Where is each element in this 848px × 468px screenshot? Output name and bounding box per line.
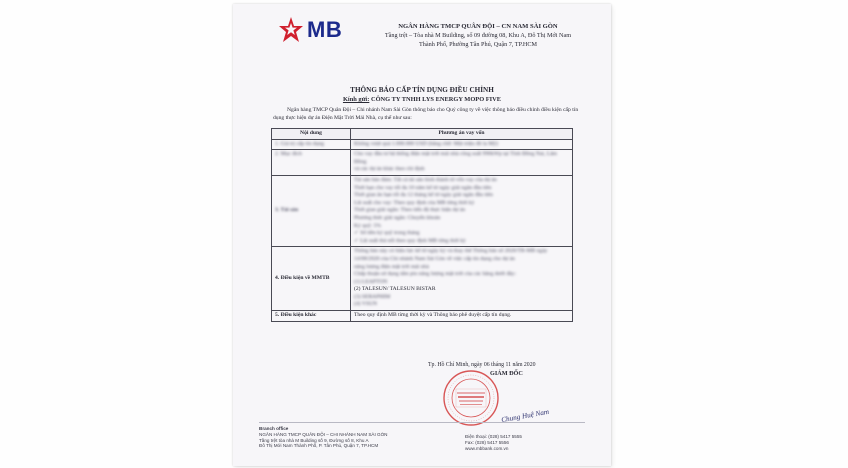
brand-item: (1) LEAPTON bbox=[354, 278, 388, 285]
row-label: 5. Điều kiện khác bbox=[272, 311, 351, 322]
bank-address-line1: Tầng trệt – Tòa nhà M Building, số 09 đường 08, Khu A, Đô Thị Mới Nam bbox=[384, 32, 572, 39]
content-line: Phương thức giải ngân: Chuyển khoản bbox=[354, 214, 441, 221]
content-line: Không vượt quá 1.000.000 USD (bằng chữ: Một triệu đô la Mỹ) bbox=[354, 140, 499, 147]
table-row bbox=[272, 150, 573, 176]
row-content bbox=[351, 150, 573, 176]
brand-item: (3) SERAPHIM bbox=[354, 293, 391, 300]
logo-text: MB bbox=[307, 17, 343, 42]
row-label: 1. Giá trị cấp tín dụng bbox=[272, 139, 351, 150]
footer-contacts bbox=[465, 434, 522, 451]
row-content bbox=[351, 247, 573, 311]
content-line: Lãi suất cho vay: Theo quy định của MB từng thời kỳ bbox=[354, 199, 475, 206]
table-row bbox=[272, 247, 573, 311]
terms-table bbox=[271, 128, 573, 322]
content-line: ✓ Số tiền ký quỹ trong tháng bbox=[354, 230, 420, 237]
content-line: 14/08/2020 của Chi nhánh Nam Sài Gòn về việc cấp tín dụng cho dự án bbox=[354, 255, 515, 262]
page-footer bbox=[259, 426, 589, 449]
bank-name: NGÂN HÀNG TMCP QUÂN ĐỘI – CN NAM SÀI GÒN bbox=[398, 23, 558, 30]
brand-item: (4) VSUN bbox=[354, 301, 378, 308]
signer-name: Chung Huệ Nam bbox=[500, 407, 550, 425]
row-label: 4. Điều kiện về MMTB bbox=[272, 247, 351, 311]
footer-label: Branch office bbox=[259, 426, 289, 431]
footer-web: www.mbbank.com.vn bbox=[465, 445, 509, 451]
table-header-row bbox=[272, 129, 573, 140]
row-label: 3. Tài sản bbox=[272, 175, 351, 246]
footer-divider bbox=[259, 422, 585, 423]
intro-paragraph: Ngân hàng TMCP Quân Đội – Chi nhánh Nam Sài Gòn thông báo cho Quý công ty về việc thông báo điều chỉnh điều kiện cấp tín dụng thực hiện dự án Điện Mặt Trời Mái Nhà, cụ thể như sau: bbox=[273, 107, 579, 121]
content-line: và các dự án khác theo chỉ định bbox=[354, 166, 425, 173]
footer-phone: Điện thoại: (028) 5417 5555 bbox=[465, 434, 522, 439]
footer-line: NGÂN HÀNG TMCP QUÂN ĐỘI – CHI NHÁNH NAM SÀI GÒN bbox=[259, 431, 388, 437]
content-line: ✓ Lãi suất thả nổi theo quy định MB từng thời kỳ bbox=[354, 237, 466, 244]
document-page bbox=[233, 4, 611, 466]
brand-item: (2) TALESUN/ TALESUN BISTAR bbox=[354, 286, 436, 293]
content-line: Chấp thuận sử dụng tấm pin năng lượng mặt trời của các hãng dưới đây: bbox=[354, 271, 517, 278]
table-row bbox=[272, 175, 573, 246]
content-line: Cho vay đầu tư hệ thống điện mặt trời mái nhà công suất 990kWp tại Tỉnh Đồng Nai, Lâm Đồng bbox=[354, 151, 558, 165]
row-content bbox=[351, 175, 573, 246]
bank-header bbox=[353, 22, 603, 49]
table-header-cell: Nội dung bbox=[272, 129, 351, 140]
greeting-recipient: CÔNG TY TNHH LYS ENERGY MOPO FIVE bbox=[370, 96, 502, 103]
place-date: Tp. Hồ Chí Minh, ngày 06 tháng 11 năm 2020 bbox=[428, 362, 536, 368]
greeting bbox=[233, 96, 611, 103]
footer-line: Tầng trệt tòa nhà M Building số 9, Đường số 8, Khu A bbox=[259, 437, 369, 443]
content-line: Thời gian giải ngân: Theo tiến độ thực hiện dự án bbox=[354, 207, 466, 214]
content-line: năng lượng điện mặt trời mái nhà bbox=[354, 263, 429, 270]
company-stamp-icon bbox=[442, 369, 500, 427]
content-line: Tài sản bảo đảm: Tất cả tài sản hình thành từ vốn vay của dự án bbox=[354, 176, 497, 183]
content-line: Ký quỹ: 5% bbox=[354, 222, 382, 229]
star-logo-icon bbox=[277, 16, 305, 44]
row-content bbox=[351, 311, 573, 322]
bank-address-line2: Thành Phố, Phường Tân Phú, Quận 7, TP.HCM bbox=[419, 41, 537, 48]
row-label: 2. Mục đích bbox=[272, 150, 351, 176]
footer-line: Đô Thị Mới Nam Thành Phố, P. Tân Phú, Quận 7, TP.HCM bbox=[259, 443, 379, 449]
table-header-cell: Phương án vay vốn bbox=[351, 129, 573, 140]
row-content bbox=[351, 139, 573, 150]
content-line: Thời gian ân hạn tối đa 12 tháng kể từ ngày giải ngân đầu tiên bbox=[354, 192, 493, 199]
signer-position: GIÁM ĐỐC bbox=[490, 370, 523, 377]
footer-fax: Fax: (028) 5417 5556 bbox=[465, 439, 509, 445]
content-line: Theo quy định MB từng thời kỳ và Thông báo phê duyệt cấp tín dụng. bbox=[354, 312, 512, 319]
content-line: Thông báo này có hiệu lực kể từ ngày ký và thay thế Thông báo số 2020/TB-MB ngày bbox=[354, 248, 548, 255]
document-title: THÔNG BÁO CẤP TÍN DỤNG ĐIỀU CHỈNH bbox=[350, 86, 494, 94]
table-row bbox=[272, 311, 573, 322]
table-row bbox=[272, 139, 573, 150]
greeting-label: Kính gửi: bbox=[342, 96, 370, 103]
content-line: Thời hạn cho vay tối đa 10 năm kể từ ngày giải ngân đầu tiên bbox=[354, 184, 492, 191]
